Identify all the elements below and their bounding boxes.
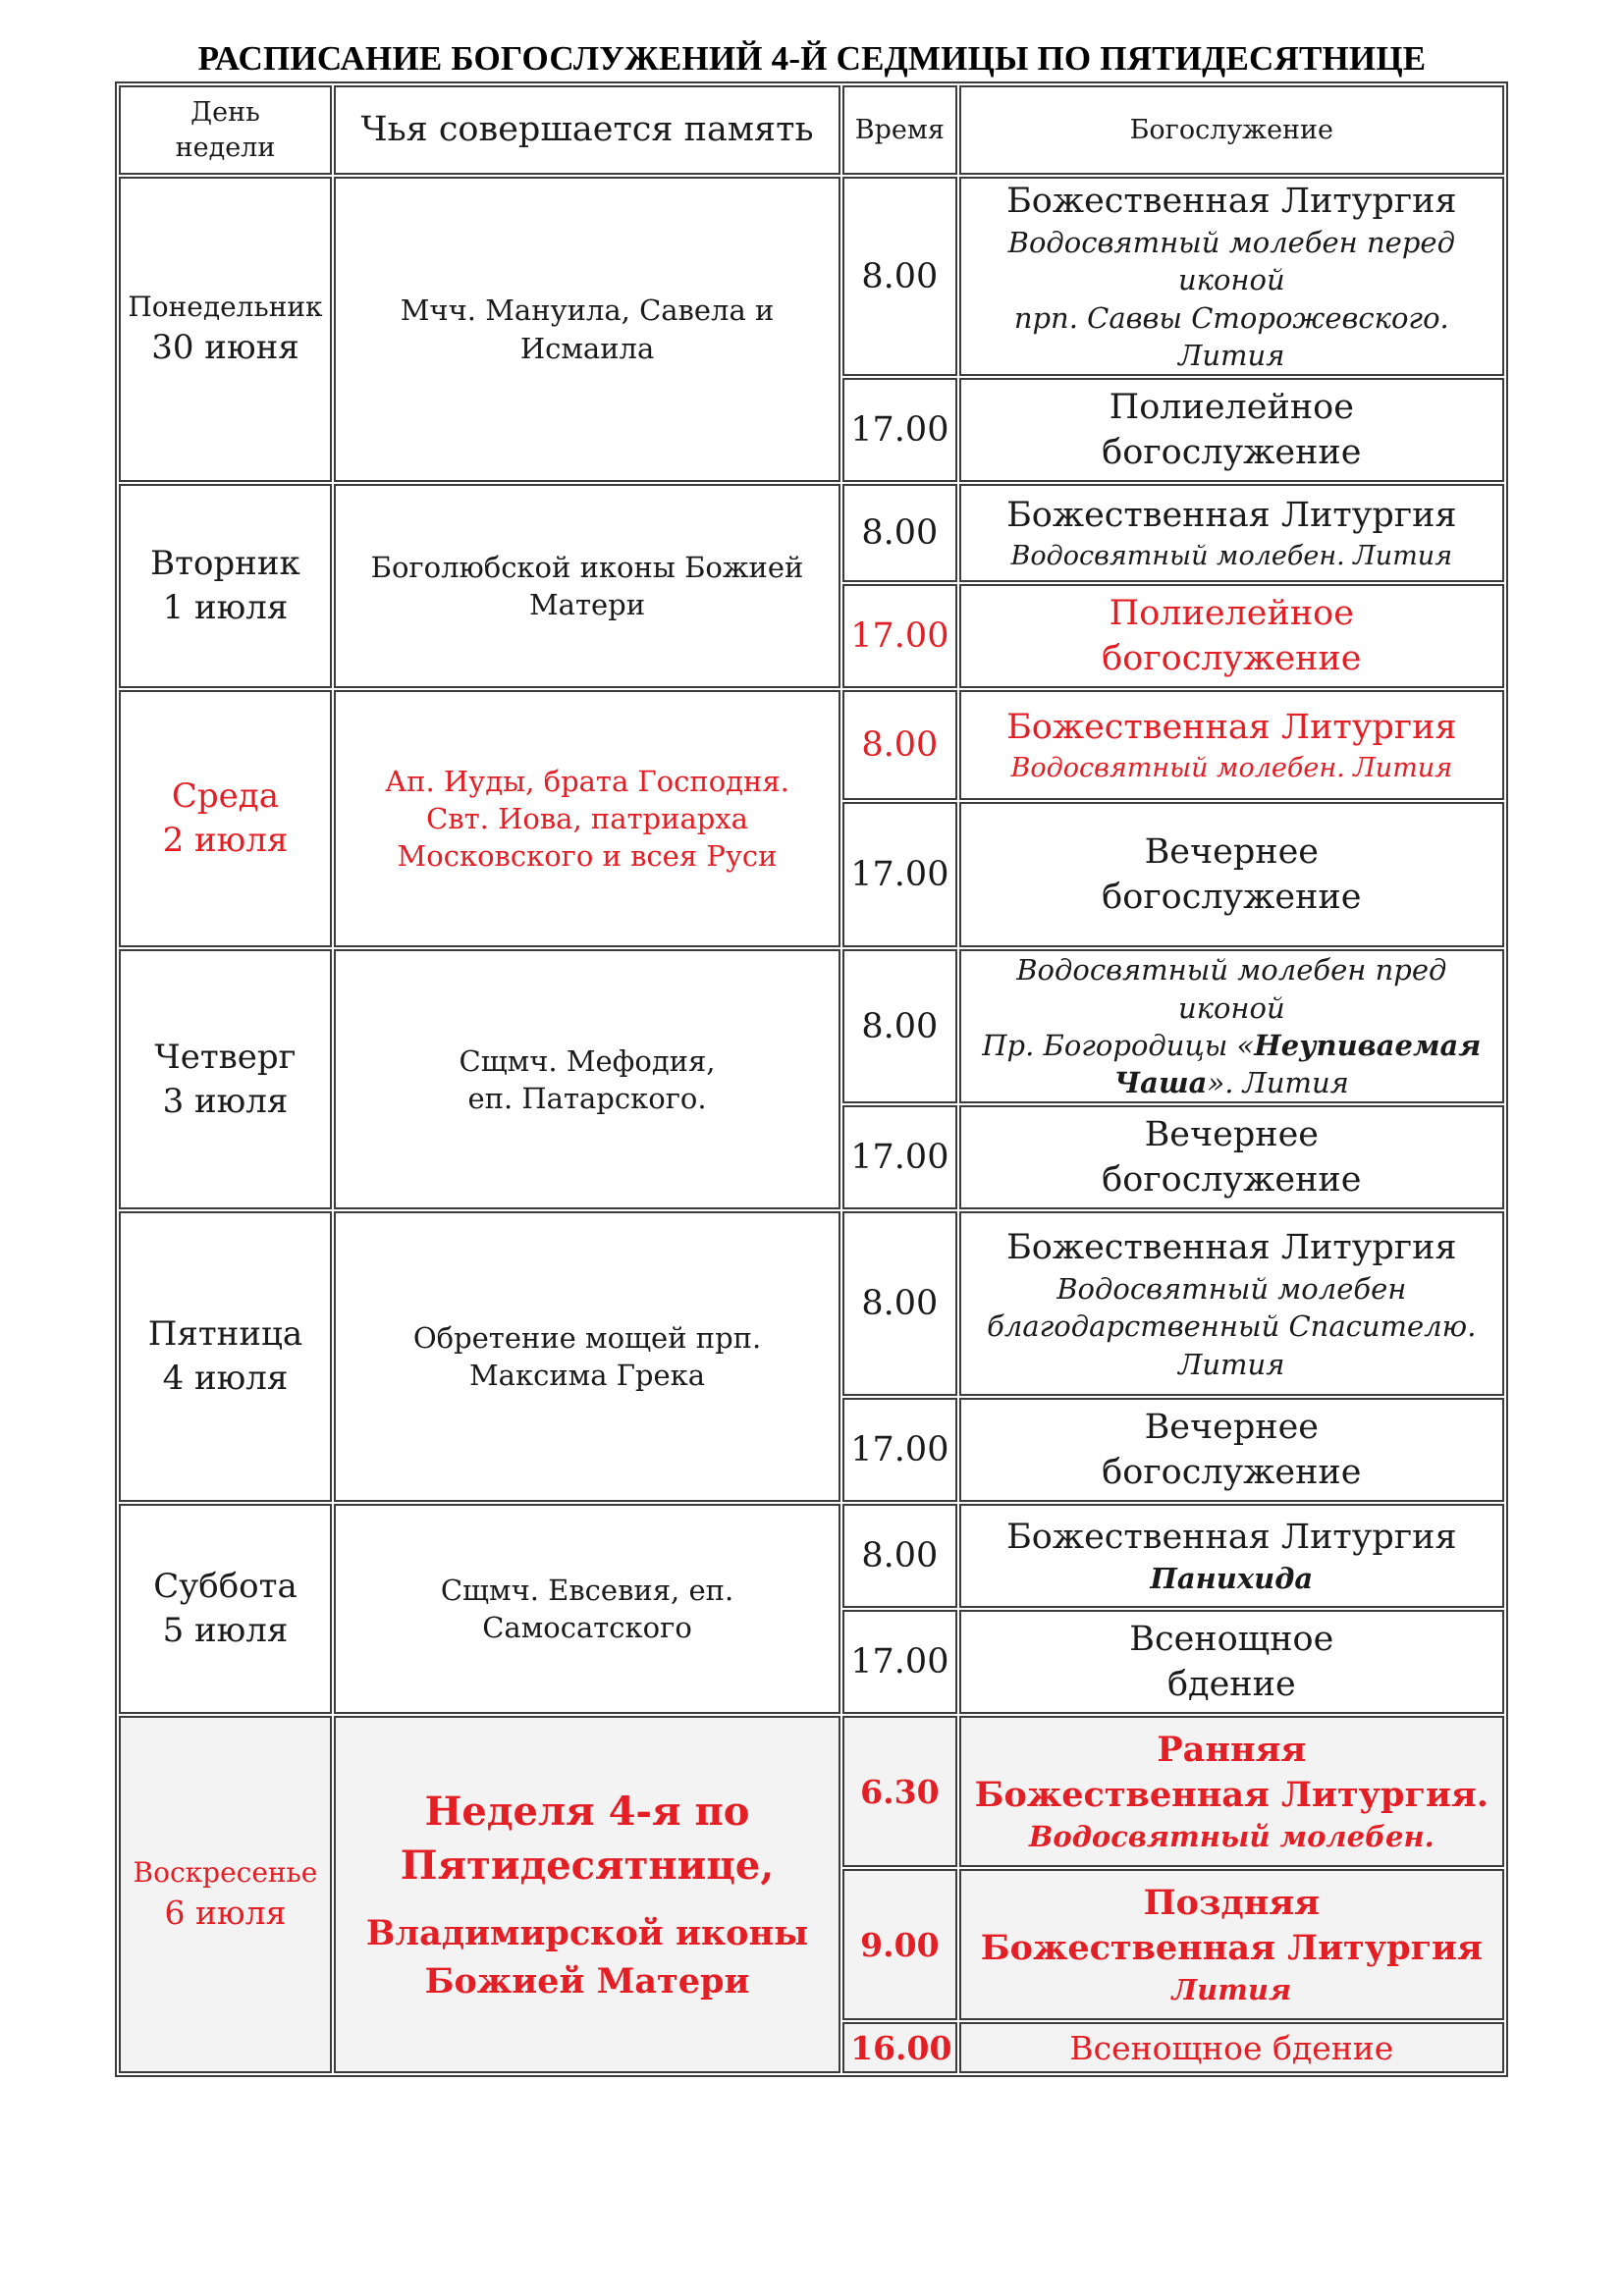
- tuesday-service-1: [959, 484, 1504, 582]
- wednesday-time-1: 8.00: [842, 690, 956, 800]
- header-row: [119, 85, 1504, 175]
- friday-day-cell: [119, 1211, 332, 1502]
- thursday-service-1: [959, 949, 1504, 1103]
- service-line: бдение: [1166, 1665, 1296, 1705]
- service-line: богослужение: [1102, 1160, 1362, 1201]
- memory-line: Свт. Иова, патриарха: [426, 802, 748, 836]
- header-day: [119, 85, 332, 175]
- service-subtitle: Водосвятный молебен перед иконой: [1007, 226, 1455, 297]
- day-date: 2 июля: [162, 821, 289, 861]
- service-subtitle: благодарственный Спасителю.: [987, 1309, 1477, 1344]
- memory-line: Матери: [528, 588, 646, 622]
- service-title: Ранняя: [1157, 1729, 1307, 1770]
- header-day-line1: День: [190, 96, 260, 128]
- sunday-service-1: [959, 1716, 1504, 1867]
- day-name: Среда: [171, 776, 280, 817]
- service-line: богослужение: [1102, 433, 1362, 473]
- service-subtitle: прп. Саввы Сторожевского. Лития: [1013, 300, 1449, 372]
- service-line: Вечернее: [1144, 1115, 1320, 1155]
- friday-service-1: [959, 1211, 1504, 1396]
- service-subtitle: Панихида: [1150, 1562, 1314, 1596]
- header-service: Богослужение: [959, 85, 1504, 175]
- service-title: Божественная Литургия: [1006, 182, 1457, 221]
- thursday-day-cell: [119, 949, 332, 1209]
- service-line: богослужение: [1102, 1453, 1362, 1493]
- service-line: Полиелейное: [1109, 594, 1354, 634]
- friday-time-2: 17.00: [842, 1398, 956, 1502]
- day-name: Суббота: [153, 1567, 298, 1607]
- service-line: Вечернее: [1144, 832, 1320, 873]
- memory-line: Сщмч. Евсевия, еп.: [440, 1574, 734, 1608]
- schedule-table: [115, 81, 1508, 2077]
- wednesday-time-2: 17.00: [842, 802, 956, 947]
- sunday-memory-cell: [334, 1716, 840, 2073]
- monday-service-1: [959, 177, 1504, 376]
- saturday-time-1: 8.00: [842, 1504, 956, 1608]
- saturday-service-1: [959, 1504, 1504, 1608]
- service-title: Божественная Литургия.: [974, 1775, 1489, 1816]
- service-subtitle: Водосвятный молебен.: [1028, 1820, 1435, 1854]
- memory-line: Мчч. Мануила, Савела и: [400, 294, 775, 328]
- memory-line: Исмаила: [519, 331, 655, 365]
- header-memory: Чья совершается память: [334, 85, 840, 175]
- tuesday-service-2: [959, 584, 1504, 688]
- service-title: Божественная Литургия: [1006, 496, 1457, 536]
- service-subtitle: Водосвятный молебен. Лития: [1010, 752, 1453, 783]
- saturday-day-cell: [119, 1504, 332, 1714]
- service-line: богослужение: [1102, 639, 1362, 679]
- wednesday-memory-cell: [334, 690, 840, 947]
- day-date: 6 июля: [164, 1894, 287, 1933]
- day-date: 4 июля: [162, 1359, 289, 1399]
- day-date: 30 июня: [151, 327, 299, 367]
- tuesday-row-1: [119, 484, 1504, 582]
- memory-line: Божией Матери: [424, 1960, 750, 2002]
- day-name: Четверг: [154, 1037, 297, 1077]
- day-date: 3 июля: [162, 1081, 289, 1121]
- day-name: Пятница: [147, 1314, 303, 1355]
- service-line: Полиелейное: [1109, 388, 1354, 428]
- tuesday-time-2: 17.00: [842, 584, 956, 688]
- friday-memory-cell: [334, 1211, 840, 1502]
- day-date: 5 июля: [162, 1611, 289, 1651]
- day-date: 1 июля: [162, 588, 289, 628]
- wednesday-service-1: [959, 690, 1504, 800]
- memory-line: Самосатского: [482, 1611, 692, 1645]
- memory-line: Обретение мощей прп.: [412, 1321, 762, 1356]
- memory-line: Сщмч. Мефодия,: [459, 1043, 716, 1078]
- service-title: Божественная Литургия: [1006, 1227, 1457, 1267]
- service-line: Всенощное: [1129, 1620, 1334, 1660]
- service-title: Божественная Литургия: [1006, 1518, 1457, 1558]
- page-title: РАСПИСАНИЕ БОГОСЛУЖЕНИЙ 4-Й СЕДМИЦЫ ПО ПЯТИДЕСЯТНИЦЕ: [197, 39, 1427, 78]
- memory-line: Владимирской иконы: [365, 1913, 809, 1954]
- wednesday-day-cell: [119, 690, 332, 947]
- service-title: Поздняя: [1143, 1882, 1320, 1923]
- service-subtitle: [967, 1064, 1496, 1101]
- sunday-time-2: 9.00: [842, 1869, 956, 2020]
- monday-time-1: 8.00: [842, 177, 956, 376]
- saturday-row-1: [119, 1504, 1504, 1608]
- monday-memory-cell: [334, 177, 840, 482]
- sunday-row-1: [119, 1716, 1504, 1867]
- service-title: Божественная Литургия: [1006, 708, 1457, 748]
- service-subtitle: [967, 1027, 1496, 1064]
- memory-line: Московского и всея Руси: [397, 839, 778, 874]
- saturday-memory-cell: [334, 1504, 840, 1714]
- icon-name-bold: Неупиваемая: [1254, 1028, 1482, 1062]
- memory-line: Максима Грека: [468, 1359, 706, 1393]
- monday-service-2: [959, 378, 1504, 482]
- sunday-service-3: Всенощное бдение: [959, 2022, 1504, 2073]
- monday-time-2: 17.00: [842, 378, 956, 482]
- saturday-service-2: [959, 1610, 1504, 1714]
- monday-row-1: [119, 177, 1504, 376]
- memory-line: еп. Патарского.: [467, 1081, 707, 1115]
- wednesday-service-2: [959, 802, 1504, 947]
- service-subtitle: Лития: [1178, 1347, 1285, 1381]
- day-name: Понедельник: [128, 290, 323, 323]
- service-subtitle-part: Пр. Богородицы «: [982, 1028, 1255, 1062]
- tuesday-time-1: 8.00: [842, 484, 956, 582]
- tuesday-day-cell: [119, 484, 332, 688]
- service-subtitle-part: ». Лития: [1207, 1066, 1349, 1100]
- memory-line: Ап. Иуды, брата Господня.: [385, 764, 789, 798]
- header-time: Время: [842, 85, 956, 175]
- day-name: Вторник: [150, 544, 300, 584]
- sunday-service-2: [959, 1869, 1504, 2020]
- memory-line: Пятидесятнице,: [400, 1842, 775, 1890]
- thursday-row-1: [119, 949, 1504, 1103]
- sunday-day-cell: [119, 1716, 332, 2073]
- day-name: Воскресенье: [133, 1856, 318, 1890]
- service-line: Вечернее: [1144, 1408, 1320, 1448]
- header-day-line2: недели: [175, 132, 276, 163]
- memory-line: Неделя 4-я по: [424, 1788, 750, 1835]
- friday-time-1: 8.00: [842, 1211, 956, 1396]
- memory-line: Боголюбской иконы Божией: [370, 550, 804, 584]
- sunday-time-3: 16.00: [842, 2022, 956, 2073]
- service-subtitle: Лития: [1171, 1973, 1292, 2007]
- friday-service-2: [959, 1398, 1504, 1502]
- sunday-time-1: 6.30: [842, 1716, 956, 1867]
- service-subtitle: Водосвятный молебен пред иконой: [1016, 953, 1447, 1025]
- service-line: богослужение: [1102, 878, 1362, 918]
- wednesday-row-1: [119, 690, 1504, 800]
- thursday-service-2: [959, 1105, 1504, 1209]
- friday-row-1: [119, 1211, 1504, 1396]
- thursday-memory-cell: [334, 949, 840, 1209]
- service-title: Божественная Литургия: [980, 1928, 1483, 1969]
- icon-name-bold: Чаша: [1113, 1066, 1208, 1100]
- thursday-time-1: 8.00: [842, 949, 956, 1103]
- service-subtitle: Водосвятный молебен: [1056, 1272, 1407, 1306]
- thursday-time-2: 17.00: [842, 1105, 956, 1209]
- tuesday-memory-cell: [334, 484, 840, 688]
- service-subtitle: Водосвятный молебен. Лития: [1010, 540, 1453, 571]
- monday-day-cell: [119, 177, 332, 482]
- saturday-time-2: 17.00: [842, 1610, 956, 1714]
